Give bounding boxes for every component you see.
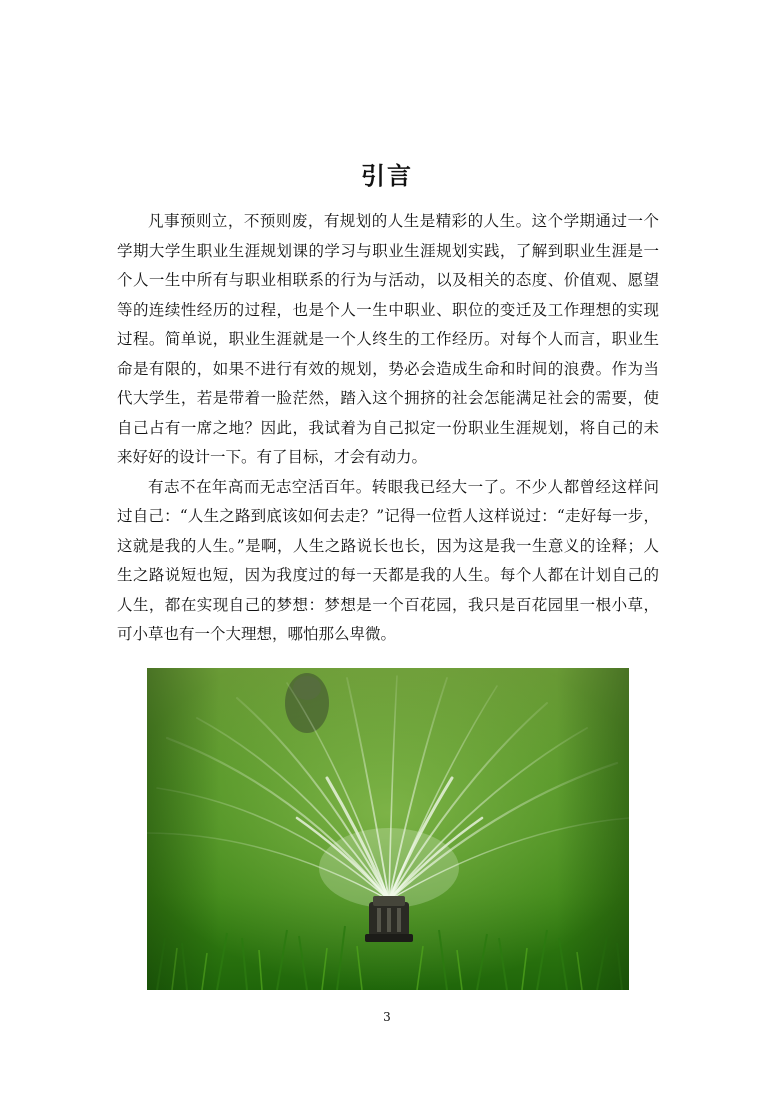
paragraph-dream: 有志不在年高而无志空活百年。转眼我已经大一了。不少人都曾经这样问过自己：“人生之路到底该如何去走？”记得一位哲人这样说过：“走好每一步，这就是我的人生。”是啊，人生之路说长也长，因为这是我一生意义的诠释；人生之路说短也短，因为我度过的每一天都是我的人生。每个人都在计划自己的人生，都在实现自己的梦想：梦想是一个百花园，我只是百花园里一根小草，可小草也有一个大理想，哪怕那么卑微。: [117, 477, 659, 643]
sprinkler-illustration: [147, 668, 629, 990]
body-text: [117, 207, 659, 650]
sprinkler-photo: [147, 668, 629, 990]
page-number: 3: [383, 1010, 391, 1024]
page-title: 引言: [361, 162, 413, 190]
paragraph-intro: 凡事预则立，不预则废，有规划的人生是精彩的人生。这个学期通过一个学期大学生职业生涯规划课的学习与职业生涯规划实践，了解到职业生涯是一个人一生中所有与职业相联系的行为与活动，以及相关的态度、价值观、愿望等的连续性经历的过程，也是个人一生中职业、职位的变迁及工作理想的实现过程。简单说，职业生涯就是一个人终生的工作经历。对每个人而言，职业生命是有限的，如果不进行有效的规划，势必会造成生命和时间的浪费。作为当代大学生，若是带着一脸茫然，踏入这个拥挤的社会怎能满足社会的需要，使自己占有一席之地？因此，我试着为自己拟定一份职业生涯规划，将自己的未来好好的设计一下。有了目标，才会有动力。: [117, 212, 659, 466]
